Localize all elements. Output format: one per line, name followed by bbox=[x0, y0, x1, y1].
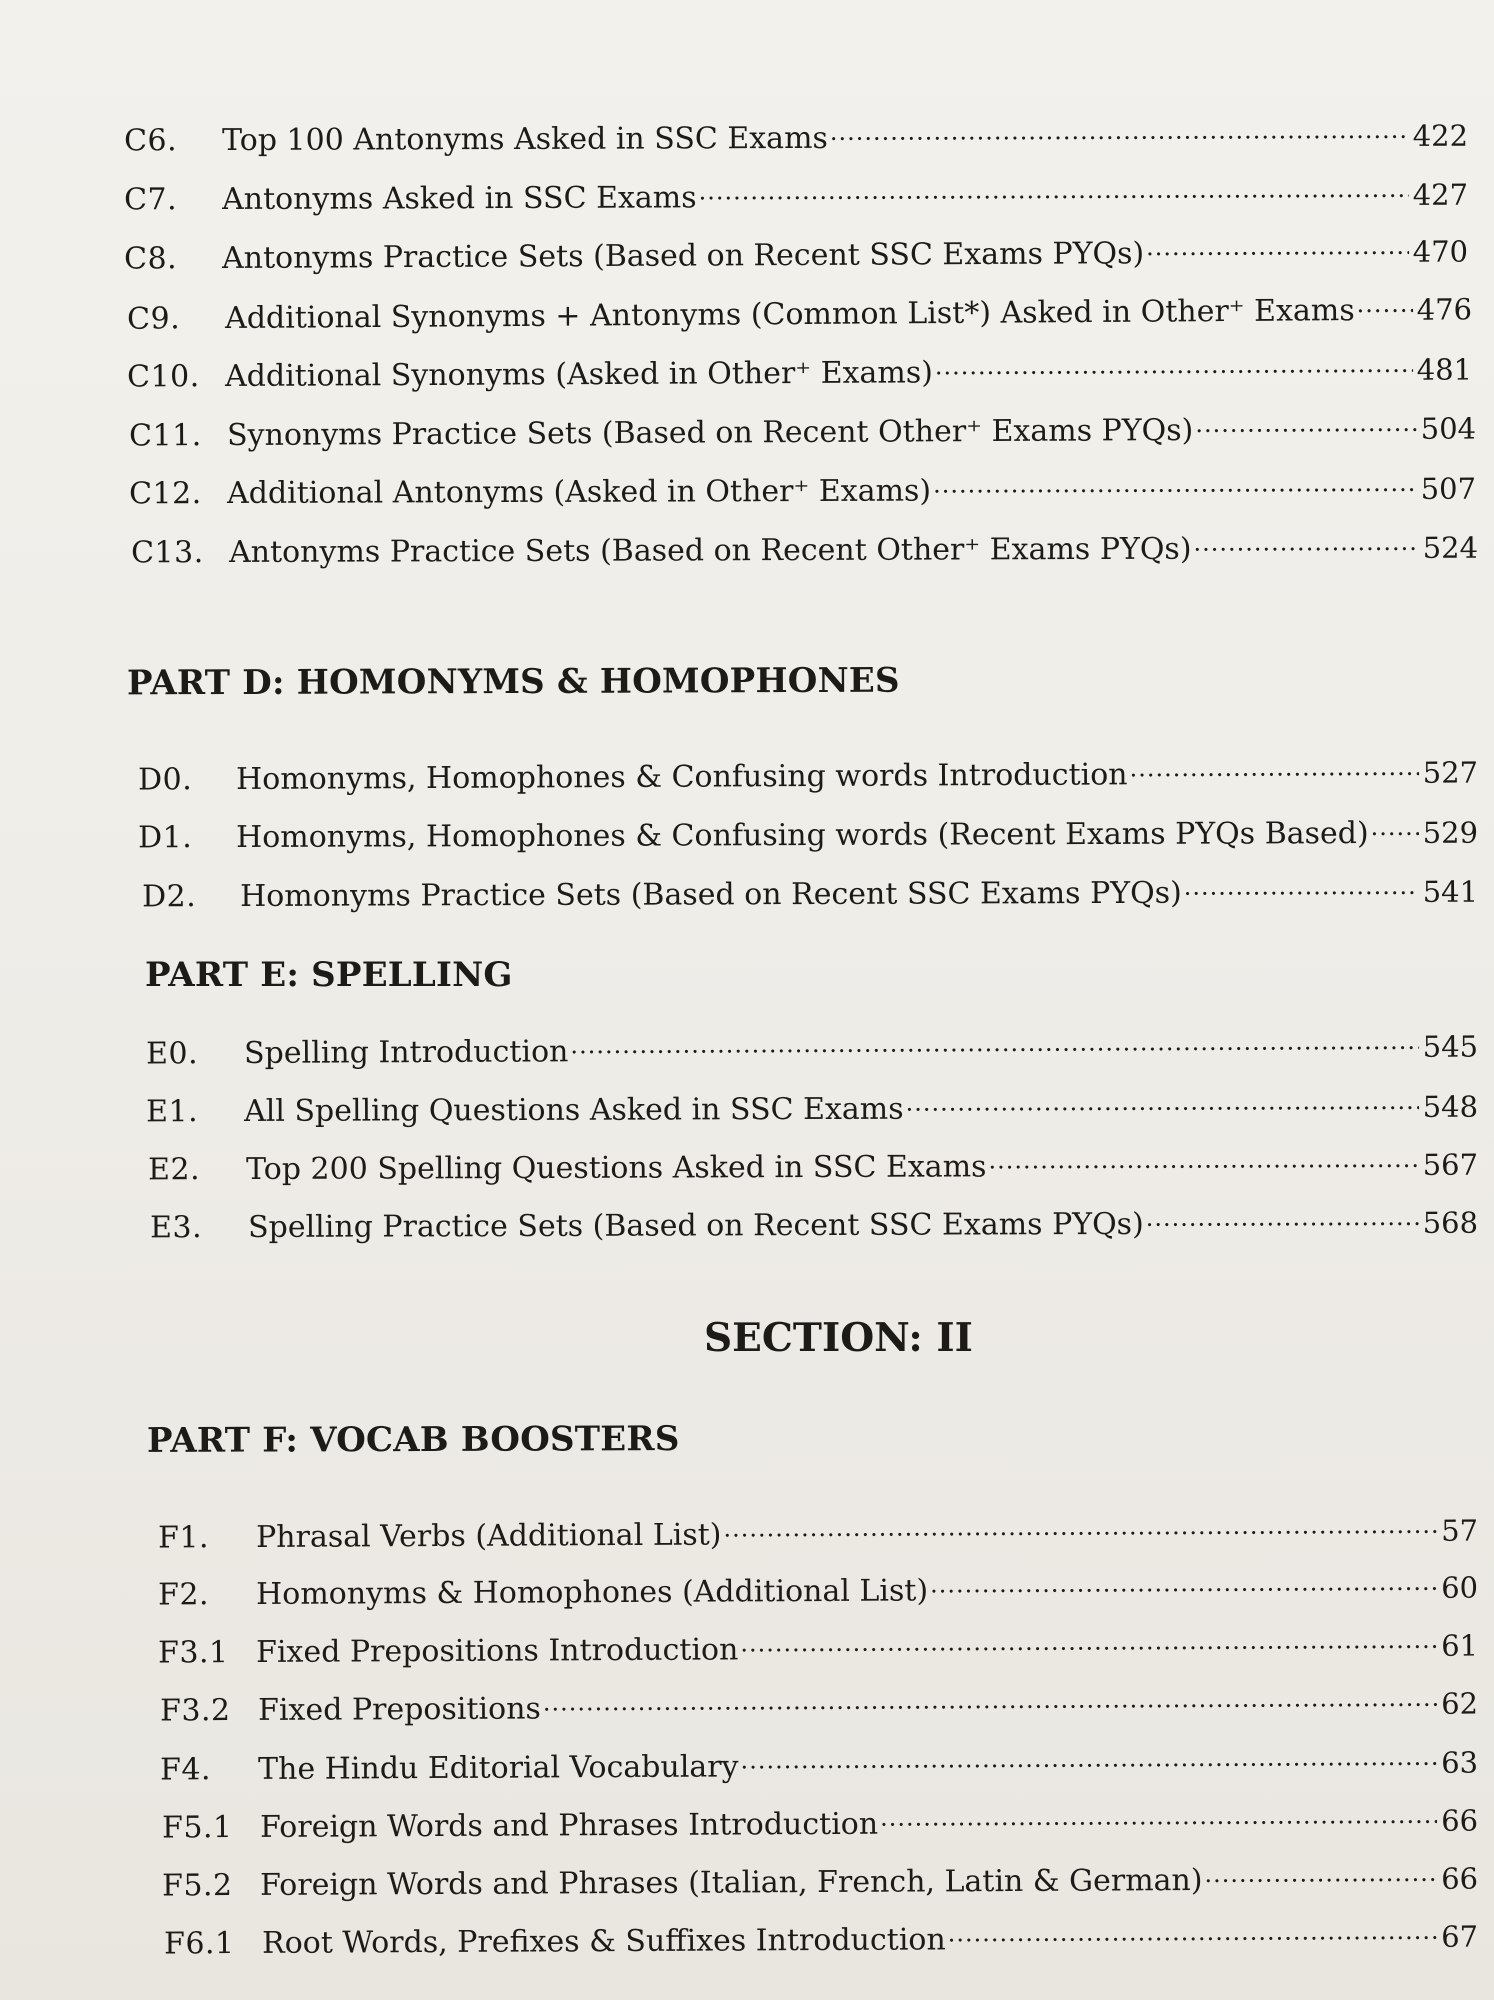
dot-leader bbox=[1146, 1189, 1419, 1234]
entry-page-number: 62 bbox=[1441, 1686, 1479, 1721]
entry-code: D2. bbox=[141, 879, 197, 915]
entry-title: Top 100 Antonyms Asked in SSC Exams bbox=[221, 120, 828, 159]
entry-page-number: 63 bbox=[1441, 1745, 1479, 1780]
entry-code: F4. bbox=[159, 1752, 212, 1788]
dot-leader bbox=[906, 1073, 1419, 1119]
dot-leader bbox=[723, 1497, 1437, 1545]
entry-title: Top 200 Spelling Questions Asked in SSC Exams bbox=[245, 1149, 987, 1187]
entry-code: F3.2 bbox=[159, 1693, 231, 1729]
toc-entry-f2[interactable] bbox=[157, 1554, 1479, 1613]
entry-code: C8. bbox=[123, 241, 178, 277]
entry-code: D0. bbox=[137, 762, 193, 798]
dot-leader bbox=[1356, 276, 1412, 320]
entry-page-number: 504 bbox=[1420, 411, 1477, 446]
entry-code: C10. bbox=[126, 359, 200, 395]
dot-leader bbox=[880, 1787, 1437, 1834]
entry-title: Homonyms & Homophones (Additional List) bbox=[255, 1573, 929, 1612]
entry-page-number: 57 bbox=[1441, 1513, 1479, 1548]
entry-title: Antonyms Practice Sets (Based on Recent SSC Exams PYQs) bbox=[221, 236, 1145, 277]
toc-entry-e2[interactable] bbox=[147, 1131, 1479, 1188]
toc-entry-d2[interactable] bbox=[141, 858, 1479, 915]
toc-entry-c7[interactable] bbox=[123, 161, 1469, 218]
entry-page-number: 66 bbox=[1441, 1861, 1479, 1896]
entry-title: Homonyms, Homophones & Confusing words Introduction bbox=[235, 757, 1128, 797]
entry-page-number: 67 bbox=[1441, 1919, 1479, 1954]
dot-leader bbox=[698, 161, 1408, 207]
toc-entry-c8[interactable] bbox=[123, 217, 1469, 277]
entry-title: Fixed Prepositions bbox=[257, 1691, 541, 1728]
dot-leader bbox=[543, 1670, 1438, 1719]
entry-title: Antonyms Practice Sets (Based on Recent Other⁺ Exams PYQs) bbox=[228, 531, 1192, 571]
entry-code: E3. bbox=[149, 1210, 203, 1246]
entry-page-number: 529 bbox=[1422, 815, 1479, 850]
entry-code: E0. bbox=[145, 1036, 199, 1072]
entry-page-number: 548 bbox=[1422, 1089, 1479, 1124]
entry-title: Spelling Introduction bbox=[243, 1034, 569, 1071]
toc-entry-f1[interactable] bbox=[157, 1497, 1479, 1556]
toc-entry-e0[interactable] bbox=[145, 1013, 1479, 1072]
entry-page-number: 524 bbox=[1422, 530, 1479, 565]
part-f-heading: PART F: VOCAB BOOSTERS bbox=[146, 1419, 680, 1461]
entry-page-number: 61 bbox=[1441, 1628, 1479, 1663]
entry-title: Spelling Practice Sets (Based on Recent SSC Exams PYQs) bbox=[247, 1206, 1144, 1245]
entry-code: C7. bbox=[123, 182, 178, 218]
entry-page-number: 481 bbox=[1416, 352, 1473, 387]
entry-code: F3.1 bbox=[157, 1635, 229, 1671]
entry-title: The Hindu Editorial Vocabulary bbox=[257, 1749, 739, 1787]
dot-leader bbox=[948, 1903, 1438, 1950]
part-e-heading: PART E: SPELLING bbox=[145, 955, 513, 995]
entry-page-number: 567 bbox=[1422, 1147, 1479, 1182]
entry-page-number: 66 bbox=[1441, 1803, 1479, 1838]
toc-entry-c12[interactable] bbox=[128, 455, 1477, 512]
toc-entry-c13[interactable] bbox=[130, 514, 1479, 571]
entry-code: E2. bbox=[147, 1152, 201, 1188]
entry-code: C13. bbox=[130, 535, 204, 571]
entry-code: C9. bbox=[126, 301, 181, 337]
section-heading: SECTION: II bbox=[704, 1315, 973, 1361]
toc-entry-e3[interactable] bbox=[149, 1189, 1479, 1246]
entry-code: C12. bbox=[128, 476, 202, 512]
dot-leader bbox=[1146, 218, 1409, 263]
dot-leader bbox=[935, 336, 1413, 383]
part-d-heading: PART D: HOMONYMS & HOMOPHONES bbox=[126, 660, 900, 704]
entry-page-number: 527 bbox=[1422, 755, 1479, 790]
toc-entry-f5-1[interactable] bbox=[161, 1787, 1479, 1846]
dot-leader bbox=[570, 1013, 1419, 1061]
entry-title: All Spelling Questions Asked in SSC Exams bbox=[243, 1091, 904, 1129]
toc-entry-f3-1[interactable] bbox=[157, 1612, 1479, 1671]
entry-page-number: 422 bbox=[1412, 118, 1469, 153]
entry-code: F6.1 bbox=[163, 1926, 235, 1962]
dot-leader bbox=[1129, 739, 1418, 785]
entry-title: Foreign Words and Phrases (Italian, French, Latin & German) bbox=[259, 1862, 1203, 1903]
entry-title: Phrasal Verbs (Additional List) bbox=[255, 1517, 722, 1555]
entry-page-number: 541 bbox=[1422, 874, 1479, 909]
dot-leader bbox=[830, 102, 1409, 148]
entry-code: C6. bbox=[123, 123, 178, 159]
entry-title: Antonyms Asked in SSC Exams bbox=[221, 180, 697, 218]
entry-title: Homonyms, Homophones & Confusing words (Recent Exams PYQs Based) bbox=[235, 816, 1369, 855]
dot-leader bbox=[1193, 514, 1418, 559]
entry-page-number: 507 bbox=[1420, 471, 1477, 506]
entry-title: Fixed Prepositions Introduction bbox=[255, 1632, 739, 1670]
dot-leader bbox=[933, 455, 1417, 501]
dot-leader bbox=[1195, 395, 1417, 440]
toc-entry-c6[interactable] bbox=[123, 102, 1469, 159]
dot-leader bbox=[1184, 858, 1419, 903]
toc-entry-f6-1[interactable] bbox=[163, 1903, 1479, 1962]
dot-leader bbox=[740, 1729, 1437, 1777]
entry-code: D1. bbox=[137, 820, 193, 856]
dot-leader bbox=[1371, 799, 1419, 843]
toc-entry-d1[interactable] bbox=[137, 799, 1479, 856]
entry-title: Additional Synonyms + Antonyms (Common List*) Asked in Other⁺ Exams bbox=[224, 293, 1355, 337]
entry-page-number: 427 bbox=[1412, 177, 1469, 212]
entry-code: F1. bbox=[157, 1520, 210, 1556]
toc-entry-f4[interactable] bbox=[159, 1729, 1479, 1788]
entry-code: F5.2 bbox=[161, 1868, 233, 1904]
entry-code: E1. bbox=[145, 1094, 199, 1130]
entry-title: Homonyms Practice Sets (Based on Recent SSC Exams PYQs) bbox=[239, 875, 1182, 914]
entry-page-number: 470 bbox=[1412, 234, 1469, 269]
entry-title: Additional Synonyms (Asked in Other⁺ Exams) bbox=[224, 355, 933, 395]
entry-page-number: 545 bbox=[1422, 1029, 1479, 1064]
entry-title: Synonyms Practice Sets (Based on Recent Other⁺ Exams PYQs) bbox=[226, 412, 1194, 454]
entry-code: F5.1 bbox=[161, 1810, 233, 1846]
toc-entry-d0[interactable] bbox=[137, 738, 1479, 798]
toc-entry-f5-2[interactable] bbox=[161, 1845, 1479, 1904]
toc-entry-c11[interactable] bbox=[128, 394, 1477, 454]
entry-title: Foreign Words and Phrases Introduction bbox=[259, 1806, 879, 1845]
entry-title: Additional Antonyms (Asked in Other⁺ Exams) bbox=[226, 473, 932, 512]
toc-entry-f3-2[interactable] bbox=[159, 1670, 1479, 1729]
entry-title: Root Words, Prefixes & Suffixes Introduction bbox=[261, 1922, 946, 1961]
toc-entry-c10[interactable] bbox=[126, 335, 1473, 395]
toc-entry-c9[interactable] bbox=[126, 275, 1473, 337]
entry-page-number: 476 bbox=[1416, 292, 1473, 327]
dot-leader bbox=[1204, 1845, 1437, 1890]
dot-leader bbox=[740, 1612, 1437, 1660]
dot-leader bbox=[988, 1131, 1418, 1177]
entry-code: F2. bbox=[157, 1577, 210, 1613]
entry-page-number: 60 bbox=[1441, 1570, 1479, 1605]
entry-code: C11. bbox=[128, 418, 202, 454]
dot-leader bbox=[930, 1554, 1437, 1601]
entry-page-number: 568 bbox=[1422, 1205, 1479, 1240]
toc-entry-e1[interactable] bbox=[145, 1073, 1479, 1130]
